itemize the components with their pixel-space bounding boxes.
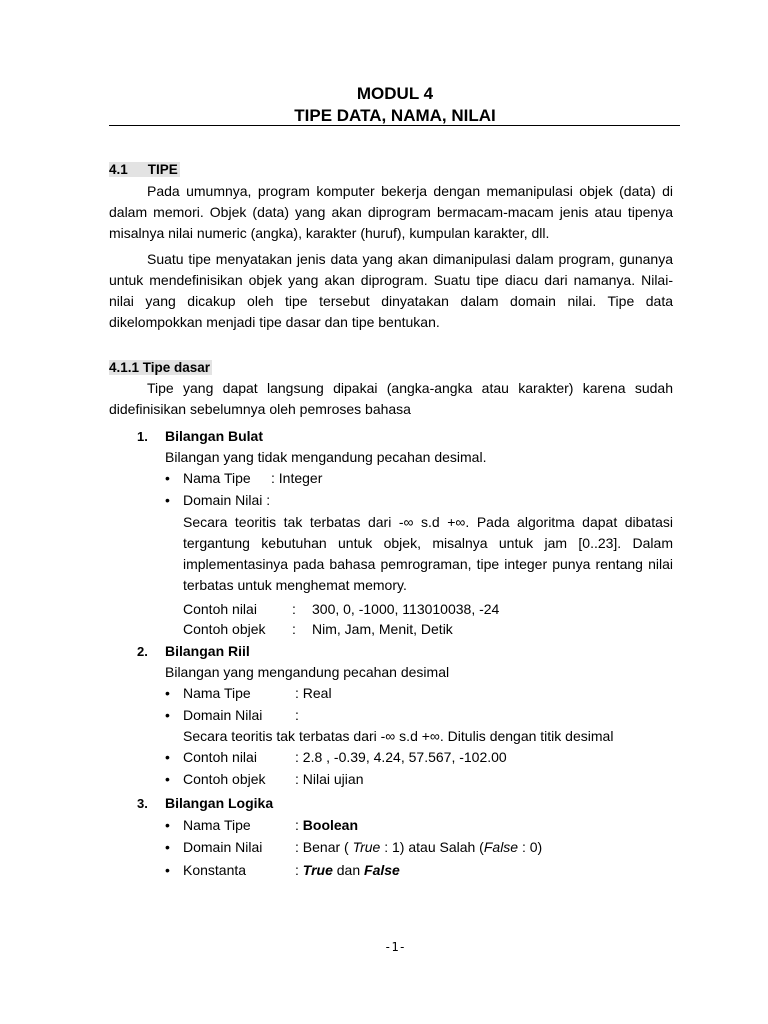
- field-label: Contoh objek: [183, 621, 266, 637]
- field-label: Domain Nilai: [183, 839, 263, 855]
- field-label: Domain Nilai: [183, 707, 263, 723]
- paragraph: Suatu tipe menyatakan jenis data yang akan dimanipulasi dalam program, gunanya untuk mendefinisikan objek yang akan diprogram. Suatu tipe diacu dari namanya. Nilai-nilai yang dicakup oleh tipe tersebut dinyatakan dalam domain nilai. Tipe data dikelompokkan menjadi tipe dasar dan tipe bentukan.: [109, 251, 673, 330]
- module-subtitle: TIPE DATA, NAMA, NILAI: [294, 106, 496, 125]
- field-label: Konstanta: [183, 862, 247, 878]
- bullet-icon: •: [165, 492, 170, 508]
- item-title: Bilangan Logika: [165, 795, 274, 811]
- field-label: Contoh objek: [183, 771, 266, 787]
- bullet-icon: •: [165, 685, 170, 701]
- section-title: TIPE: [147, 162, 178, 177]
- field-value: : Nilai ujian: [295, 771, 364, 787]
- field-label: Nama Tipe: [183, 685, 251, 701]
- page-number: -1-: [384, 940, 406, 954]
- field-value: : Benar ( True : 1) atau Salah (False : 0): [295, 839, 543, 855]
- colon: :: [292, 621, 296, 637]
- field-value: Nim, Jam, Menit, Detik: [312, 621, 453, 637]
- list-number: 1.: [137, 429, 148, 444]
- item-title: Bilangan Riil: [165, 643, 250, 659]
- bullet-icon: •: [165, 749, 170, 765]
- field-value: : Integer: [271, 470, 323, 486]
- domain-description: Secara teoritis tak terbatas dari -∞ s.d +∞. Pada algoritma dapat dibatasi tergantung kebutuhan untuk objek, misalnya untuk jam [0..23]. Dalam implementasinya pada bahasa pemrograman, tipe integer punya rentang nilai terbatas untuk menghemat memory.: [183, 514, 673, 593]
- colon: :: [295, 707, 299, 723]
- bullet-icon: •: [165, 862, 170, 878]
- paragraph: Tipe yang dapat langsung dipakai (angka-angka atau karakter) karena sudah didefinisikan sebelumnya oleh pemroses bahasa: [109, 380, 673, 417]
- item-title: Bilangan Bulat: [165, 428, 264, 444]
- domain-description: Secara teoritis tak terbatas dari -∞ s.d +∞. Ditulis dengan titik desimal: [183, 728, 614, 744]
- field-label: Nama Tipe: [183, 817, 251, 833]
- section-number: 4.1: [109, 162, 128, 177]
- bullet-icon: •: [165, 839, 170, 855]
- list-number: 3.: [137, 796, 148, 811]
- item-description: Bilangan yang mengandung pecahan desimal: [165, 664, 450, 680]
- field-value: : Real: [295, 685, 332, 701]
- bullet-icon: •: [165, 707, 170, 723]
- field-value: 300, 0, -1000, 113010038, -24: [312, 601, 500, 617]
- paragraph: Pada umumnya, program komputer bekerja dengan memanipulasi objek (data) di dalam memori. Objek (data) yang akan diprogram bermacam-macam jenis atau tipenya misalnya nilai numeric (angka), karakter (huruf), kumpulan karakter, dll.: [109, 183, 673, 241]
- field-label: Contoh nilai: [183, 601, 257, 617]
- colon: :: [292, 601, 296, 617]
- field-value: : 2.8 , -0.39, 4.24, 57.567, -102.00: [295, 749, 507, 765]
- bullet-icon: •: [165, 817, 170, 833]
- field-value: : True dan False: [295, 862, 400, 878]
- field-label: Contoh nilai: [183, 749, 257, 765]
- module-title: MODUL 4: [356, 84, 434, 103]
- item-description: Bilangan yang tidak mengandung pecahan desimal.: [165, 449, 487, 465]
- section-4-1-1-heading: 4.1.1 Tipe dasar: [109, 360, 211, 375]
- field-label: Domain Nilai :: [183, 492, 271, 508]
- field-value: : Boolean: [295, 817, 359, 833]
- section-4-1-heading: [109, 162, 180, 177]
- bullet-icon: •: [165, 771, 170, 787]
- list-number: 2.: [137, 644, 148, 659]
- bullet-icon: •: [165, 470, 170, 486]
- title-divider: [109, 125, 680, 126]
- field-label: Nama Tipe: [183, 470, 251, 486]
